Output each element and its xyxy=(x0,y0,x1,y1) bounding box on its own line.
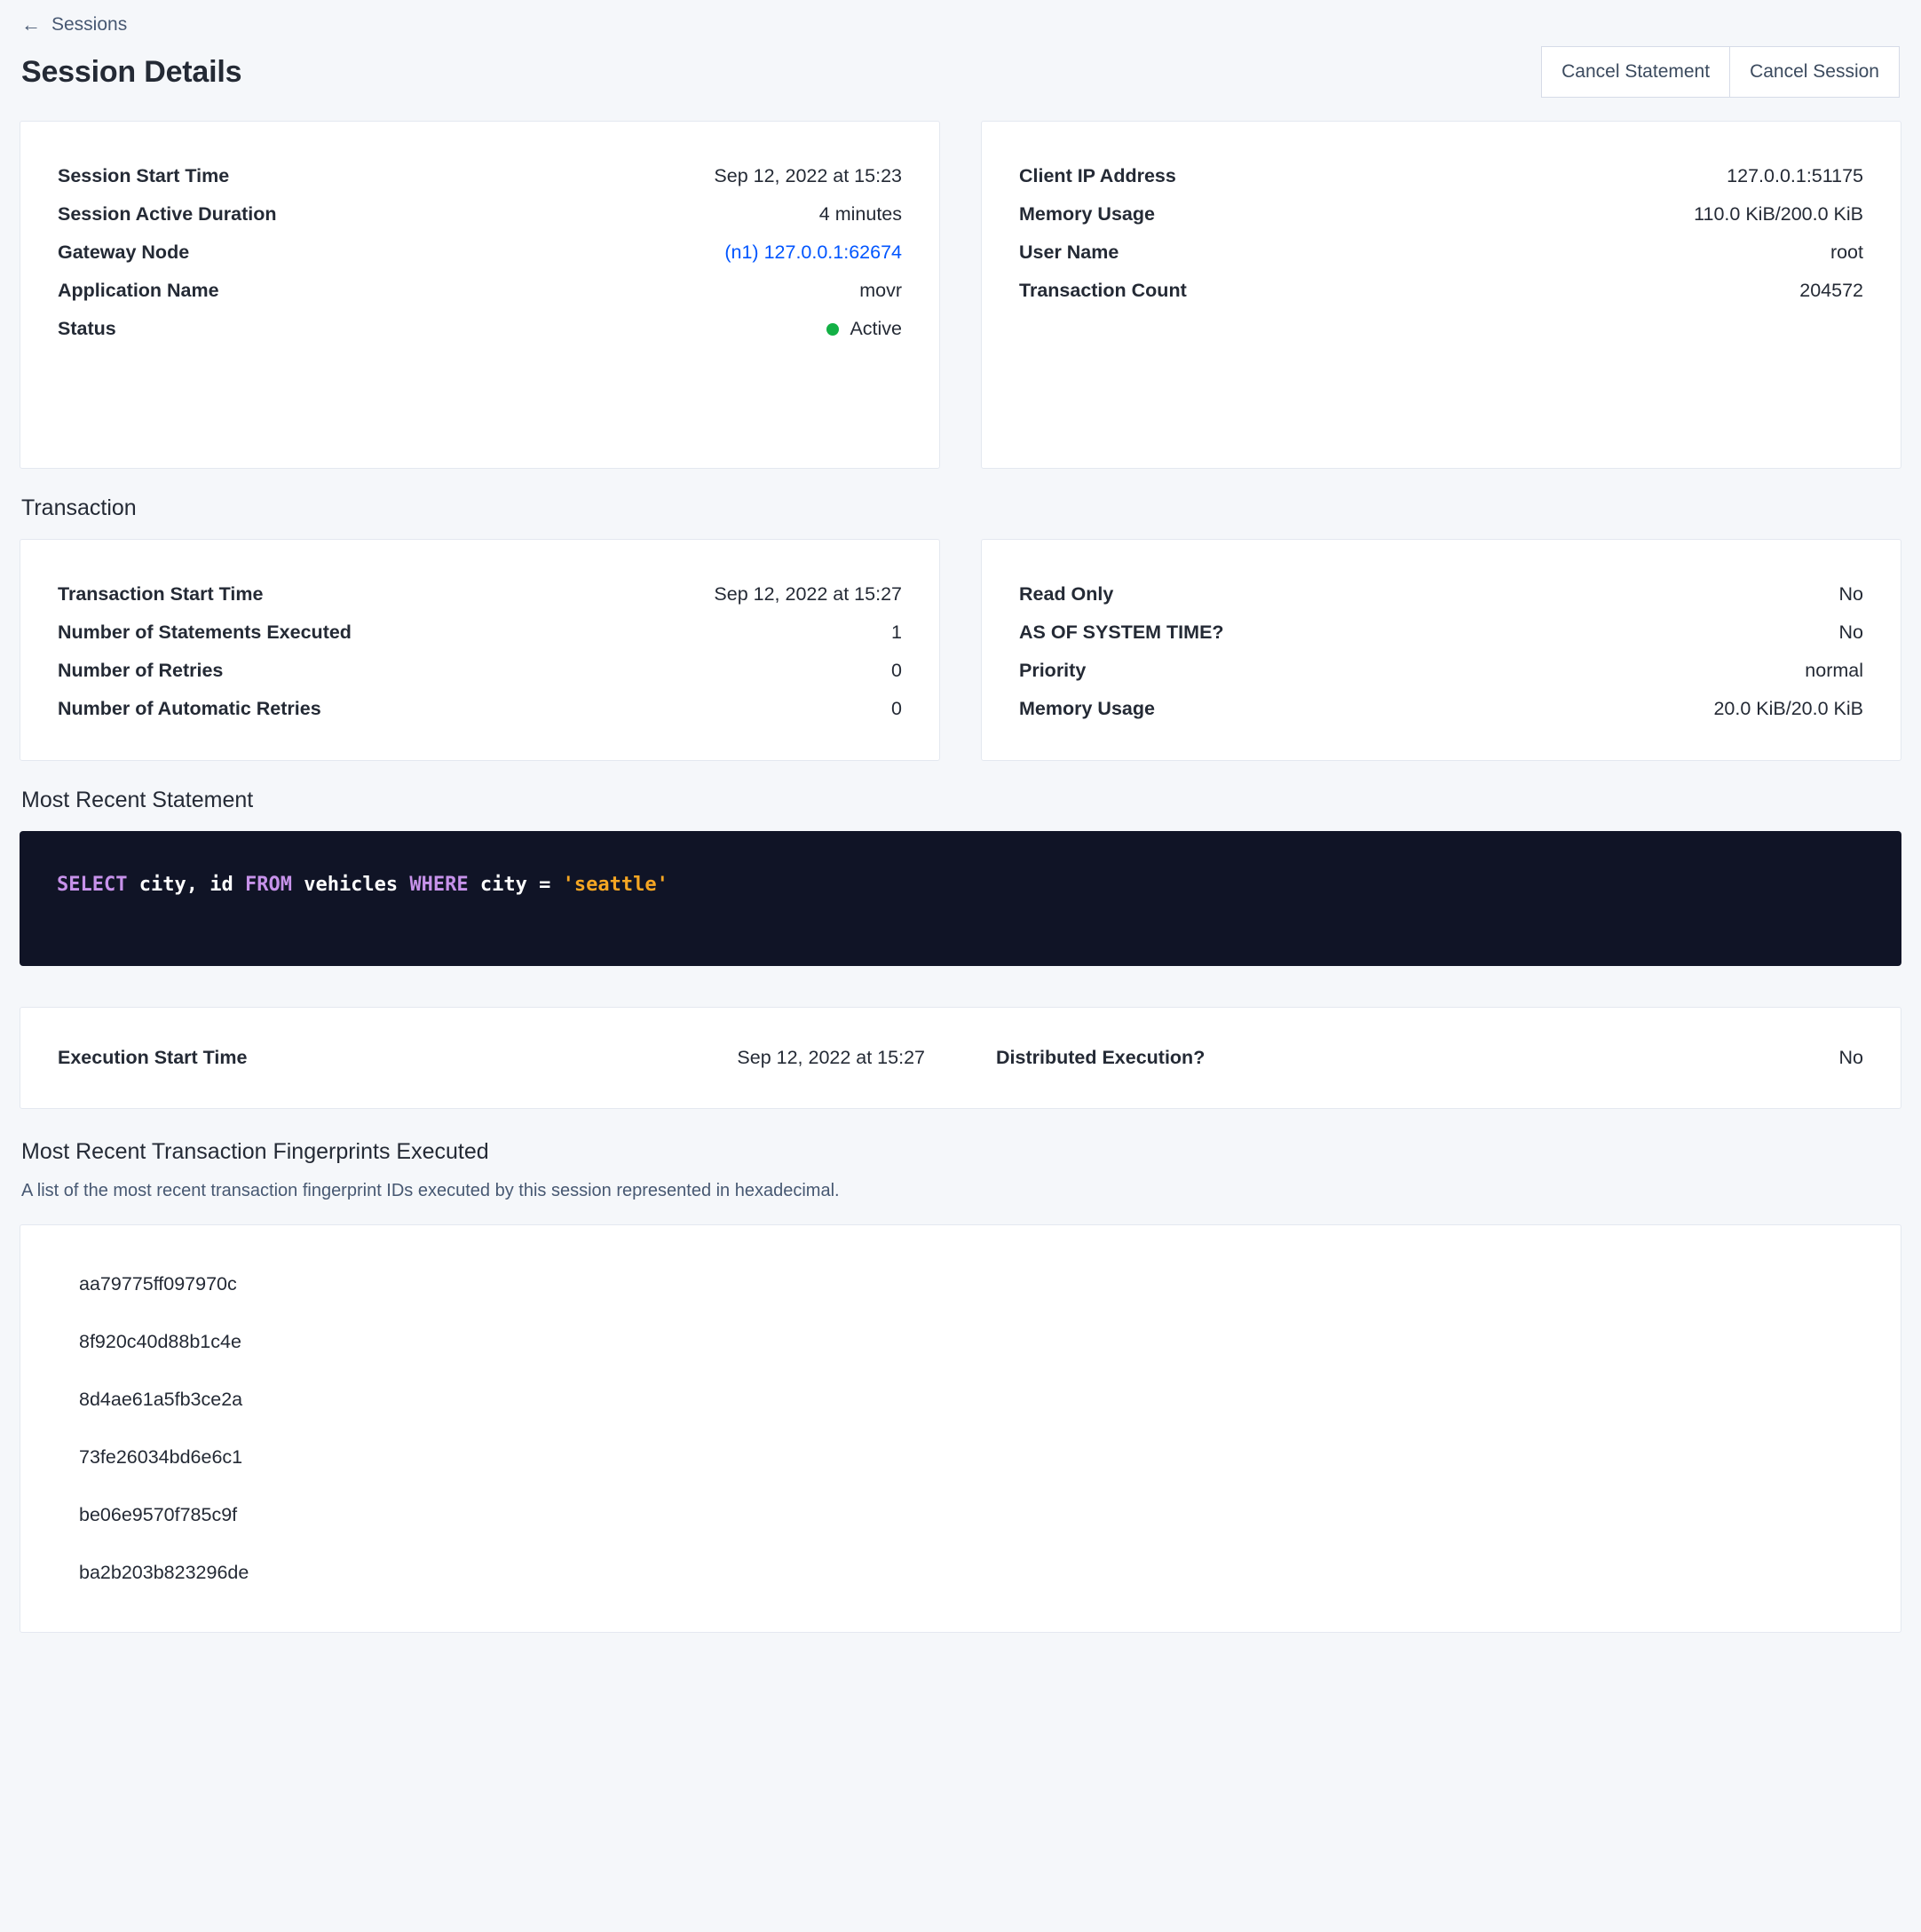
fingerprints-list xyxy=(20,1224,1901,1633)
execution-start-time-value: Sep 12, 2022 at 15:27 xyxy=(737,1047,925,1068)
transaction-memory-usage-value: 20.0 KiB/20.0 KiB xyxy=(1713,698,1863,719)
read-only-row xyxy=(1019,575,1863,614)
user-name-value: root xyxy=(1830,242,1863,263)
execution-start-time-label: Execution Start Time xyxy=(58,1047,248,1068)
transaction-section-heading: Transaction xyxy=(21,495,137,520)
header-actions xyxy=(1541,46,1900,98)
gateway-node-label: Gateway Node xyxy=(58,242,190,263)
list-item: 73fe26034bd6e6c1 xyxy=(79,1446,243,1468)
status-label: Status xyxy=(58,318,116,339)
distributed-execution-label: Distributed Execution? xyxy=(996,1047,1206,1068)
automatic-retries-value: 0 xyxy=(891,698,902,719)
application-name-value: movr xyxy=(859,280,902,301)
list-item: 8d4ae61a5fb3ce2a xyxy=(79,1389,243,1410)
session-start-time-value: Sep 12, 2022 at 15:23 xyxy=(714,165,902,186)
automatic-retries-label: Number of Automatic Retries xyxy=(58,698,321,719)
application-name-row xyxy=(58,272,902,310)
list-item: be06e9570f785c9f xyxy=(79,1504,238,1525)
client-ip-row xyxy=(1019,157,1863,195)
transaction-right-card xyxy=(981,539,1901,761)
fingerprints-description: A list of the most recent transaction fingerprint IDs executed by this session represented in hexadecimal. xyxy=(21,1181,840,1200)
distributed-execution-row xyxy=(943,1047,1863,1069)
read-only-label: Read Only xyxy=(1019,583,1114,605)
session-active-duration-value: 4 minutes xyxy=(818,203,902,225)
breadcrumb-label[interactable]: Sessions xyxy=(51,14,128,35)
session-start-time-row xyxy=(58,157,902,195)
application-name-label: Application Name xyxy=(58,280,219,301)
statement-section-heading: Most Recent Statement xyxy=(21,788,254,812)
transaction-count-label: Transaction Count xyxy=(1019,280,1187,301)
back-arrow-icon: ← xyxy=(21,13,41,36)
status-row xyxy=(58,310,902,348)
statements-executed-value: 1 xyxy=(891,622,902,643)
cancel-statement-button[interactable]: Cancel Statement xyxy=(1541,46,1729,98)
transaction-left-card xyxy=(20,539,940,761)
automatic-retries-row xyxy=(58,690,902,728)
retries-row xyxy=(58,652,902,690)
cancel-session-button[interactable]: Cancel Session xyxy=(1729,46,1900,98)
statements-executed-label: Number of Statements Executed xyxy=(58,622,352,643)
transaction-memory-usage-label: Memory Usage xyxy=(1019,698,1155,719)
session-right-card xyxy=(981,121,1901,469)
transaction-start-time-label: Transaction Start Time xyxy=(58,583,264,605)
session-overview-row xyxy=(20,121,1901,469)
status-badge xyxy=(826,318,902,340)
execution-card xyxy=(20,1007,1901,1109)
gateway-node-row xyxy=(58,234,902,272)
user-name-row xyxy=(1019,234,1863,272)
client-ip-value: 127.0.0.1:51175 xyxy=(1727,165,1863,186)
list-item: 8f920c40d88b1c4e xyxy=(79,1331,241,1352)
client-ip-label: Client IP Address xyxy=(1019,165,1176,186)
session-memory-usage-value: 110.0 KiB/200.0 KiB xyxy=(1694,203,1863,225)
user-name-label: User Name xyxy=(1019,242,1119,263)
execution-start-time-row xyxy=(58,1047,943,1069)
list-item: ba2b203b823296de xyxy=(79,1562,249,1583)
session-memory-usage-row xyxy=(1019,195,1863,234)
gateway-node-link[interactable]: (n1) 127.0.0.1:62674 xyxy=(724,242,902,263)
transaction-count-row xyxy=(1019,272,1863,310)
session-active-duration-row xyxy=(58,195,902,234)
page-title: Session Details xyxy=(21,54,242,89)
status-value: Active xyxy=(850,318,902,339)
transaction-count-value: 204572 xyxy=(1799,280,1863,301)
retries-label: Number of Retries xyxy=(58,660,224,681)
session-memory-usage-label: Memory Usage xyxy=(1019,203,1155,225)
transaction-start-time-value: Sep 12, 2022 at 15:27 xyxy=(714,583,902,605)
read-only-value: No xyxy=(1838,583,1863,605)
list-item: aa79775ff097970c xyxy=(79,1273,237,1295)
distributed-execution-value: No xyxy=(1838,1047,1863,1068)
session-active-duration-label: Session Active Duration xyxy=(58,203,277,225)
session-start-time-label: Session Start Time xyxy=(58,165,230,186)
transaction-row xyxy=(20,539,1901,761)
priority-value: normal xyxy=(1805,660,1863,681)
fingerprints-heading: Most Recent Transaction Fingerprints Executed xyxy=(21,1139,489,1164)
priority-label: Priority xyxy=(1019,660,1087,681)
sql-statement-text: SELECT city, id FROM vehicles WHERE city = 'seattle' xyxy=(57,874,668,896)
priority-row xyxy=(1019,652,1863,690)
as-of-system-time-row xyxy=(1019,614,1863,652)
breadcrumb[interactable] xyxy=(20,0,1901,41)
session-left-card xyxy=(20,121,940,469)
transaction-start-time-row xyxy=(58,575,902,614)
sql-statement-block xyxy=(20,831,1901,966)
statements-executed-row xyxy=(58,614,902,652)
transaction-memory-usage-row xyxy=(1019,690,1863,728)
retries-value: 0 xyxy=(891,660,902,681)
as-of-system-time-label: AS OF SYSTEM TIME? xyxy=(1019,622,1224,643)
as-of-system-time-value: No xyxy=(1838,622,1863,643)
status-dot-icon xyxy=(826,323,839,336)
page-header xyxy=(20,41,1901,121)
